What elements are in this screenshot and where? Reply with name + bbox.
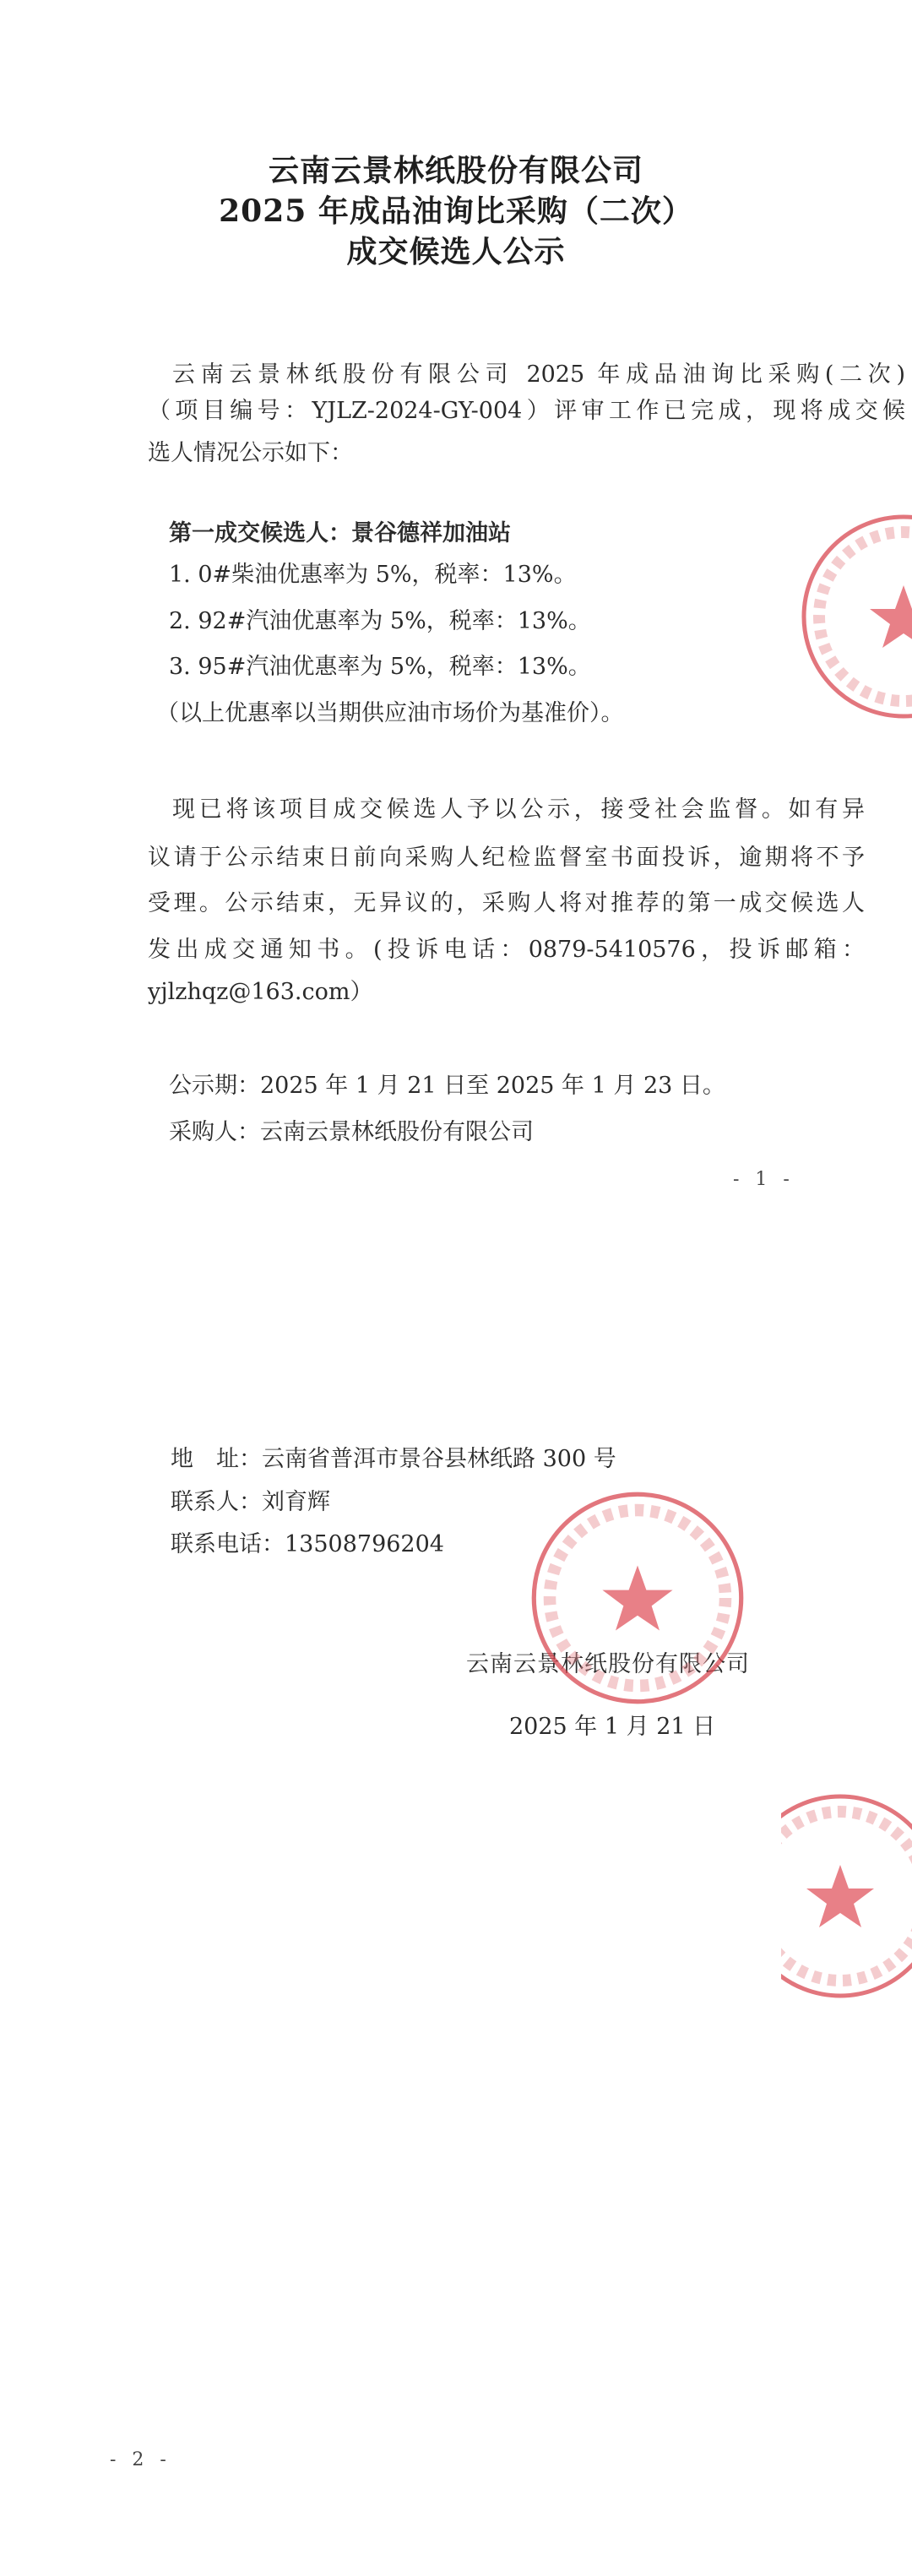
title-project: 2025 年成品油询比采购（二次） (219, 193, 693, 229)
intro-line: （项目编号：YJLZ-2024-GY-004）评审工作已完成，现将成交候 (148, 398, 905, 424)
supervision-line: 现已将该项目成交候选人予以公示，接受社会监督。如有异 (172, 796, 865, 823)
supervision-line: 受理。公示结束，无异议的，采购人将对推荐的第一成交候选人 (148, 890, 865, 916)
supervision-line: 议请于公示结束日前向采购人纪检监督室书面投诉，逾期将不予 (148, 845, 865, 871)
candidate-item: 3. 95#汽油优惠率为 5%，税率：13%。 (169, 654, 591, 680)
signature-company: 云南云景林纸股份有限公司 (466, 1651, 750, 1677)
complaint-email: yjlzhqz@163.com） (148, 979, 373, 1005)
candidate-item: 2. 92#汽油优惠率为 5%，税率：13%。 (169, 608, 591, 634)
intro-line: 选人情况公示如下： (148, 440, 353, 466)
price-note: （以上优惠率以当期供应油市场价为基准价）。 (156, 700, 624, 726)
purchaser: 采购人：云南云景林纸股份有限公司 (169, 1119, 534, 1145)
supervision-line: 发出成交通知书。(投诉电话：0879-5410576，投诉邮箱： (148, 937, 865, 963)
notice-period: 公示期：2025 年 1 月 21 日至 2025 年 1 月 23 日。 (169, 1073, 725, 1099)
signature-date: 2025 年 1 月 21 日 (509, 1714, 716, 1740)
page-number: - 2 - (110, 2449, 171, 2470)
page-number: - 1 - (733, 1169, 795, 1190)
candidate-item: 1. 0#柴油优惠率为 5%，税率：13%。 (169, 562, 577, 588)
contact-phone: 联系电话：13508796204 (171, 1531, 444, 1557)
intro-line: 云南云景林纸股份有限公司 2025 年成品油询比采购(二次) (172, 361, 905, 388)
candidate-heading: 第一成交候选人：景谷德祥加油站 (169, 520, 511, 546)
company-seal-partial (781, 1791, 912, 2002)
title-notice: 成交候选人公示 (346, 234, 566, 269)
contact-person: 联系人：刘育辉 (171, 1489, 330, 1515)
company-seal (798, 511, 912, 722)
address: 地 址：云南省普洱市景谷县林纸路 300 号 (171, 1446, 616, 1472)
title-company: 云南云景林纸股份有限公司 (268, 153, 643, 188)
